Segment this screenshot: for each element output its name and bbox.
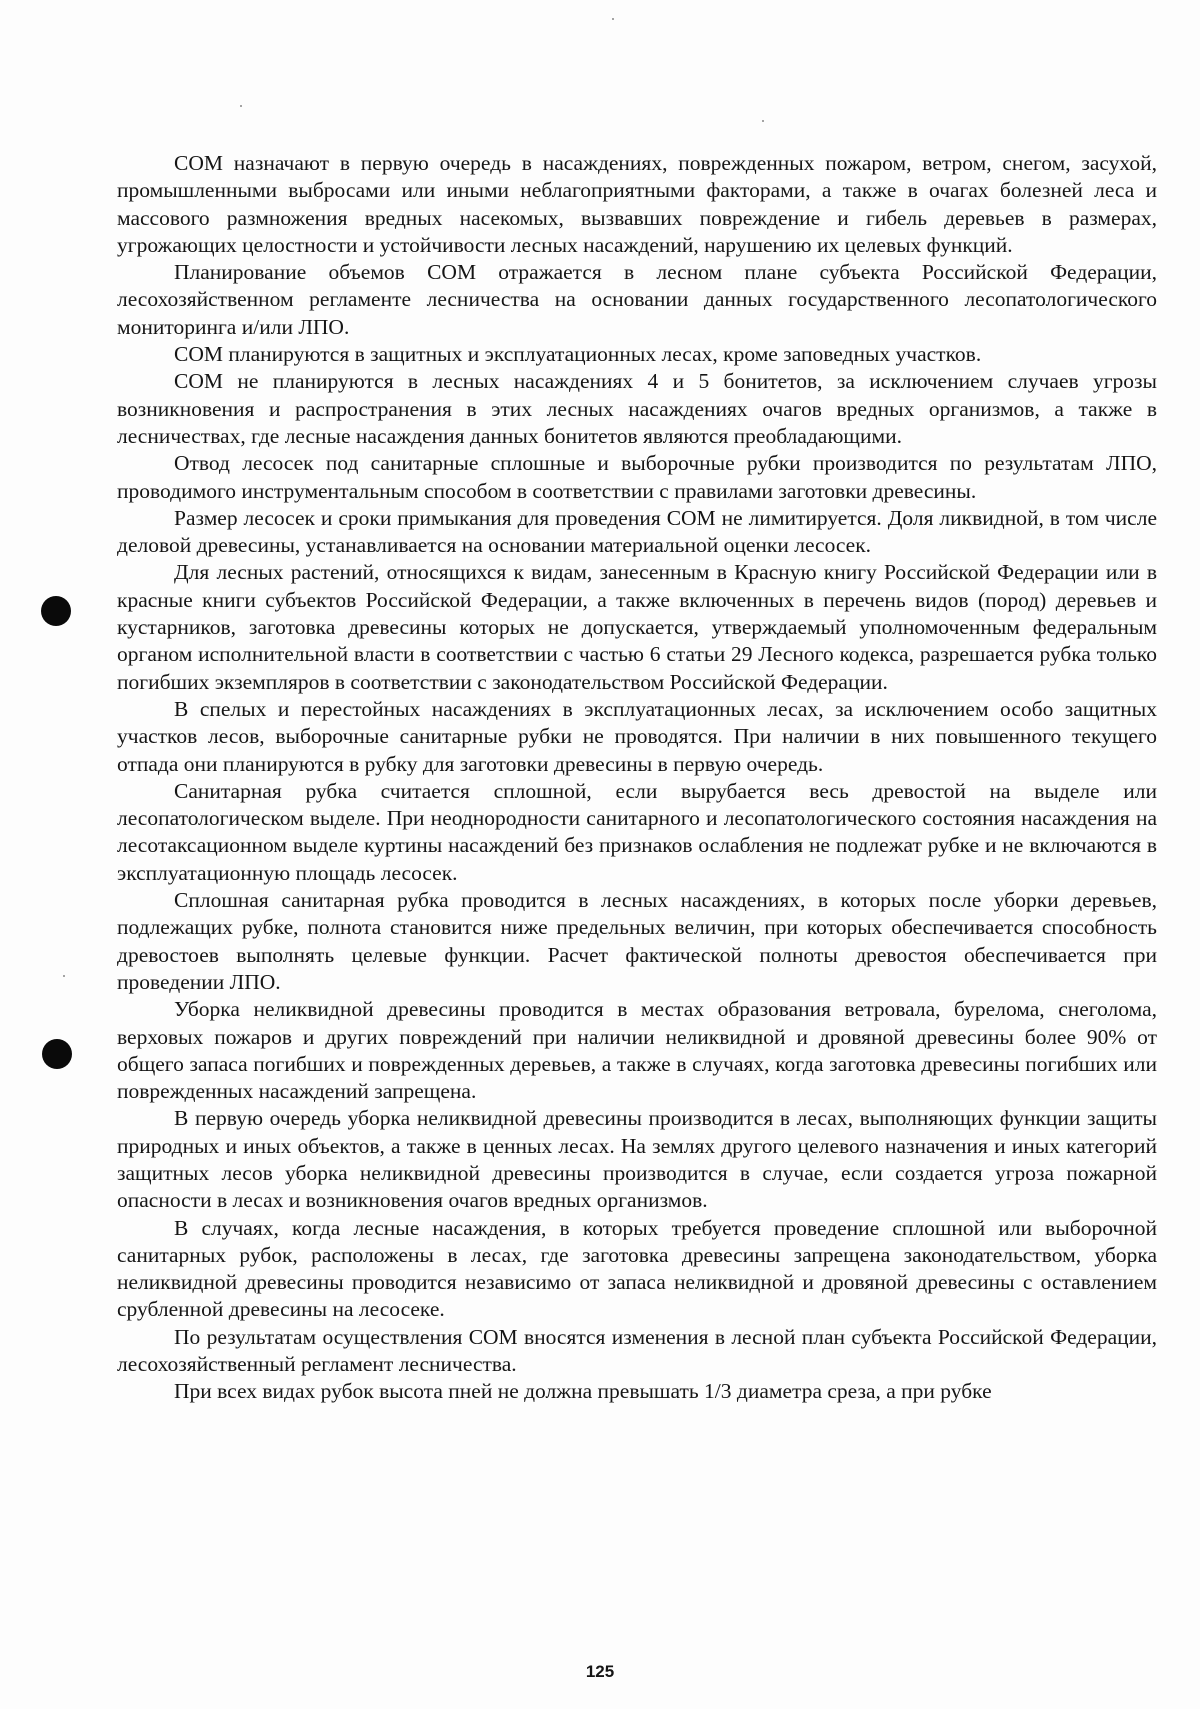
paragraph: Уборка неликвидной древесины проводится в местах образования ветровала, бурелома, снеголома, верховых пожаров и других повреждений при наличии неликвидной и дровяной древесины более 90% от общего запаса погибших и поврежденных деревьев, а также в случаях, когда заготовка древесины погибших или поврежденных насаждений запрещена. <box>117 997 1157 1104</box>
punch-hole <box>41 596 71 626</box>
paragraph: СОМ не планируются в лесных насаждениях 4 и 5 бонитетов, за исключением случаев угрозы возникновения и распространения в этих лесных насаждениях очагов вредных организмов, а также в лесничествах, где лесные насаждения данных бонитетов являются преобладающими. <box>117 369 1157 448</box>
paragraph: Размер лесосек и сроки примыкания для проведения СОМ не лимитируется. Доля ликвидной, в том числе деловой древесины, устанавливается на основании материальной оценки лесосек. <box>117 505 1157 558</box>
paragraph: Санитарная рубка считается сплошной, если вырубается весь древостой на выделе или лесопатологическом выделе. При неоднородности санитарного и лесопатологического состояния насаждения на лесотаксационном выделе куртины насаждений без признаков ослабления не подлежат рубке и не включаются в эксплуатационную площадь лесосек. <box>117 778 1157 885</box>
scan-speck <box>762 120 764 122</box>
scan-speck <box>612 18 614 20</box>
scan-speck <box>63 975 65 977</box>
paragraph: СОМ планируются в защитных и эксплуатационных лесах, кроме заповедных участков. <box>174 342 982 367</box>
paragraph: Планирование объемов СОМ отражается в лесном плане субъекта Российской Федерации, лесохозяйственном регламенте лесничества на основании данных государственного лесопатологического мониторинга и/или ЛПО. <box>117 260 1157 339</box>
paragraph: Сплошная санитарная рубка проводится в лесных насаждениях, в которых после уборки деревьев, подлежащих рубке, полнота становится ниже предельных величин, при которых обеспечивается способность древостоев выполнять целевые функции. Расчет фактической полноты древостоя обеспечивается при проведении ЛПО. <box>117 888 1157 994</box>
paragraph: Отвод лесосек под санитарные сплошные и выборочные рубки производится по результатам ЛПО, проводимого инструментальным способом в соответствии с правилами заготовки древесины. <box>117 451 1157 503</box>
paragraph: При всех видах рубок высота пней не должна превышать 1/3 диаметра среза, а при рубке <box>174 1379 992 1404</box>
body-text <box>117 150 1157 1406</box>
page-number: 125 <box>585 1662 615 1681</box>
paragraph: По результатам осуществления СОМ вносятся изменения в лесной план субъекта Российской Федерации, лесохозяйственный регламент лесничества. <box>117 1324 1157 1377</box>
punch-hole <box>42 1039 72 1069</box>
paragraph: СОМ назначают в первую очередь в насаждениях, поврежденных пожаром, ветром, снегом, засухой, промышленными выбросами или иными неблагоприятными факторами, а также в очагах болезней леса и массового размножения вредных насекомых, вызвавших повреждение и гибель деревьев в размерах, угрожающих целостности и устойчивости лесных насаждений, нарушению их целевых функций. <box>117 151 1157 257</box>
paragraph: В первую очередь уборка неликвидной древесины производится в лесах, выполняющих функции защиты природных и иных объектов, а также в ценных лесах. На землях другого целевого назначения и иных категорий защитных лесов уборка неликвидной древесины производится в случае, если создается угроза пожарной опасности в лесах и возникновения очагов вредных организмов. <box>117 1106 1157 1213</box>
paragraph: В спелых и перестойных насаждениях в эксплуатационных лесах, за исключением особо защитных участков лесов, выборочные санитарные рубки не проводятся. При наличии в них повышенного текущего отпада они планируются в рубку для заготовки древесины в первую очередь. <box>117 696 1157 776</box>
paragraph: Для лесных растений, относящихся к видам, занесенным в Красную книгу Российской Федерации или в красные книги субъектов Российской Федерации, а также включенных в перечень видов (пород) деревьев и кустарников, заготовка древесины которых не допускается, утверждаемый уполномоченным федеральным органом исполнительной власти в соответствии с частью 6 статьи 29 Лесного кодекса, разрешается рубка только погибших экземпляров в соответствии с законодательством Российской Федерации. <box>117 560 1157 694</box>
scan-speck <box>240 105 242 107</box>
paragraph: В случаях, когда лесные насаждения, в которых требуется проведение сплошной или выборочной санитарных рубок, расположены в лесах, где заготовка древесины запрещена законодательством, уборка неликвидной древесины проводится независимо от запаса неликвидной и дровяной древесины с оставлением срубленной древесины на лесосеке. <box>117 1215 1157 1322</box>
